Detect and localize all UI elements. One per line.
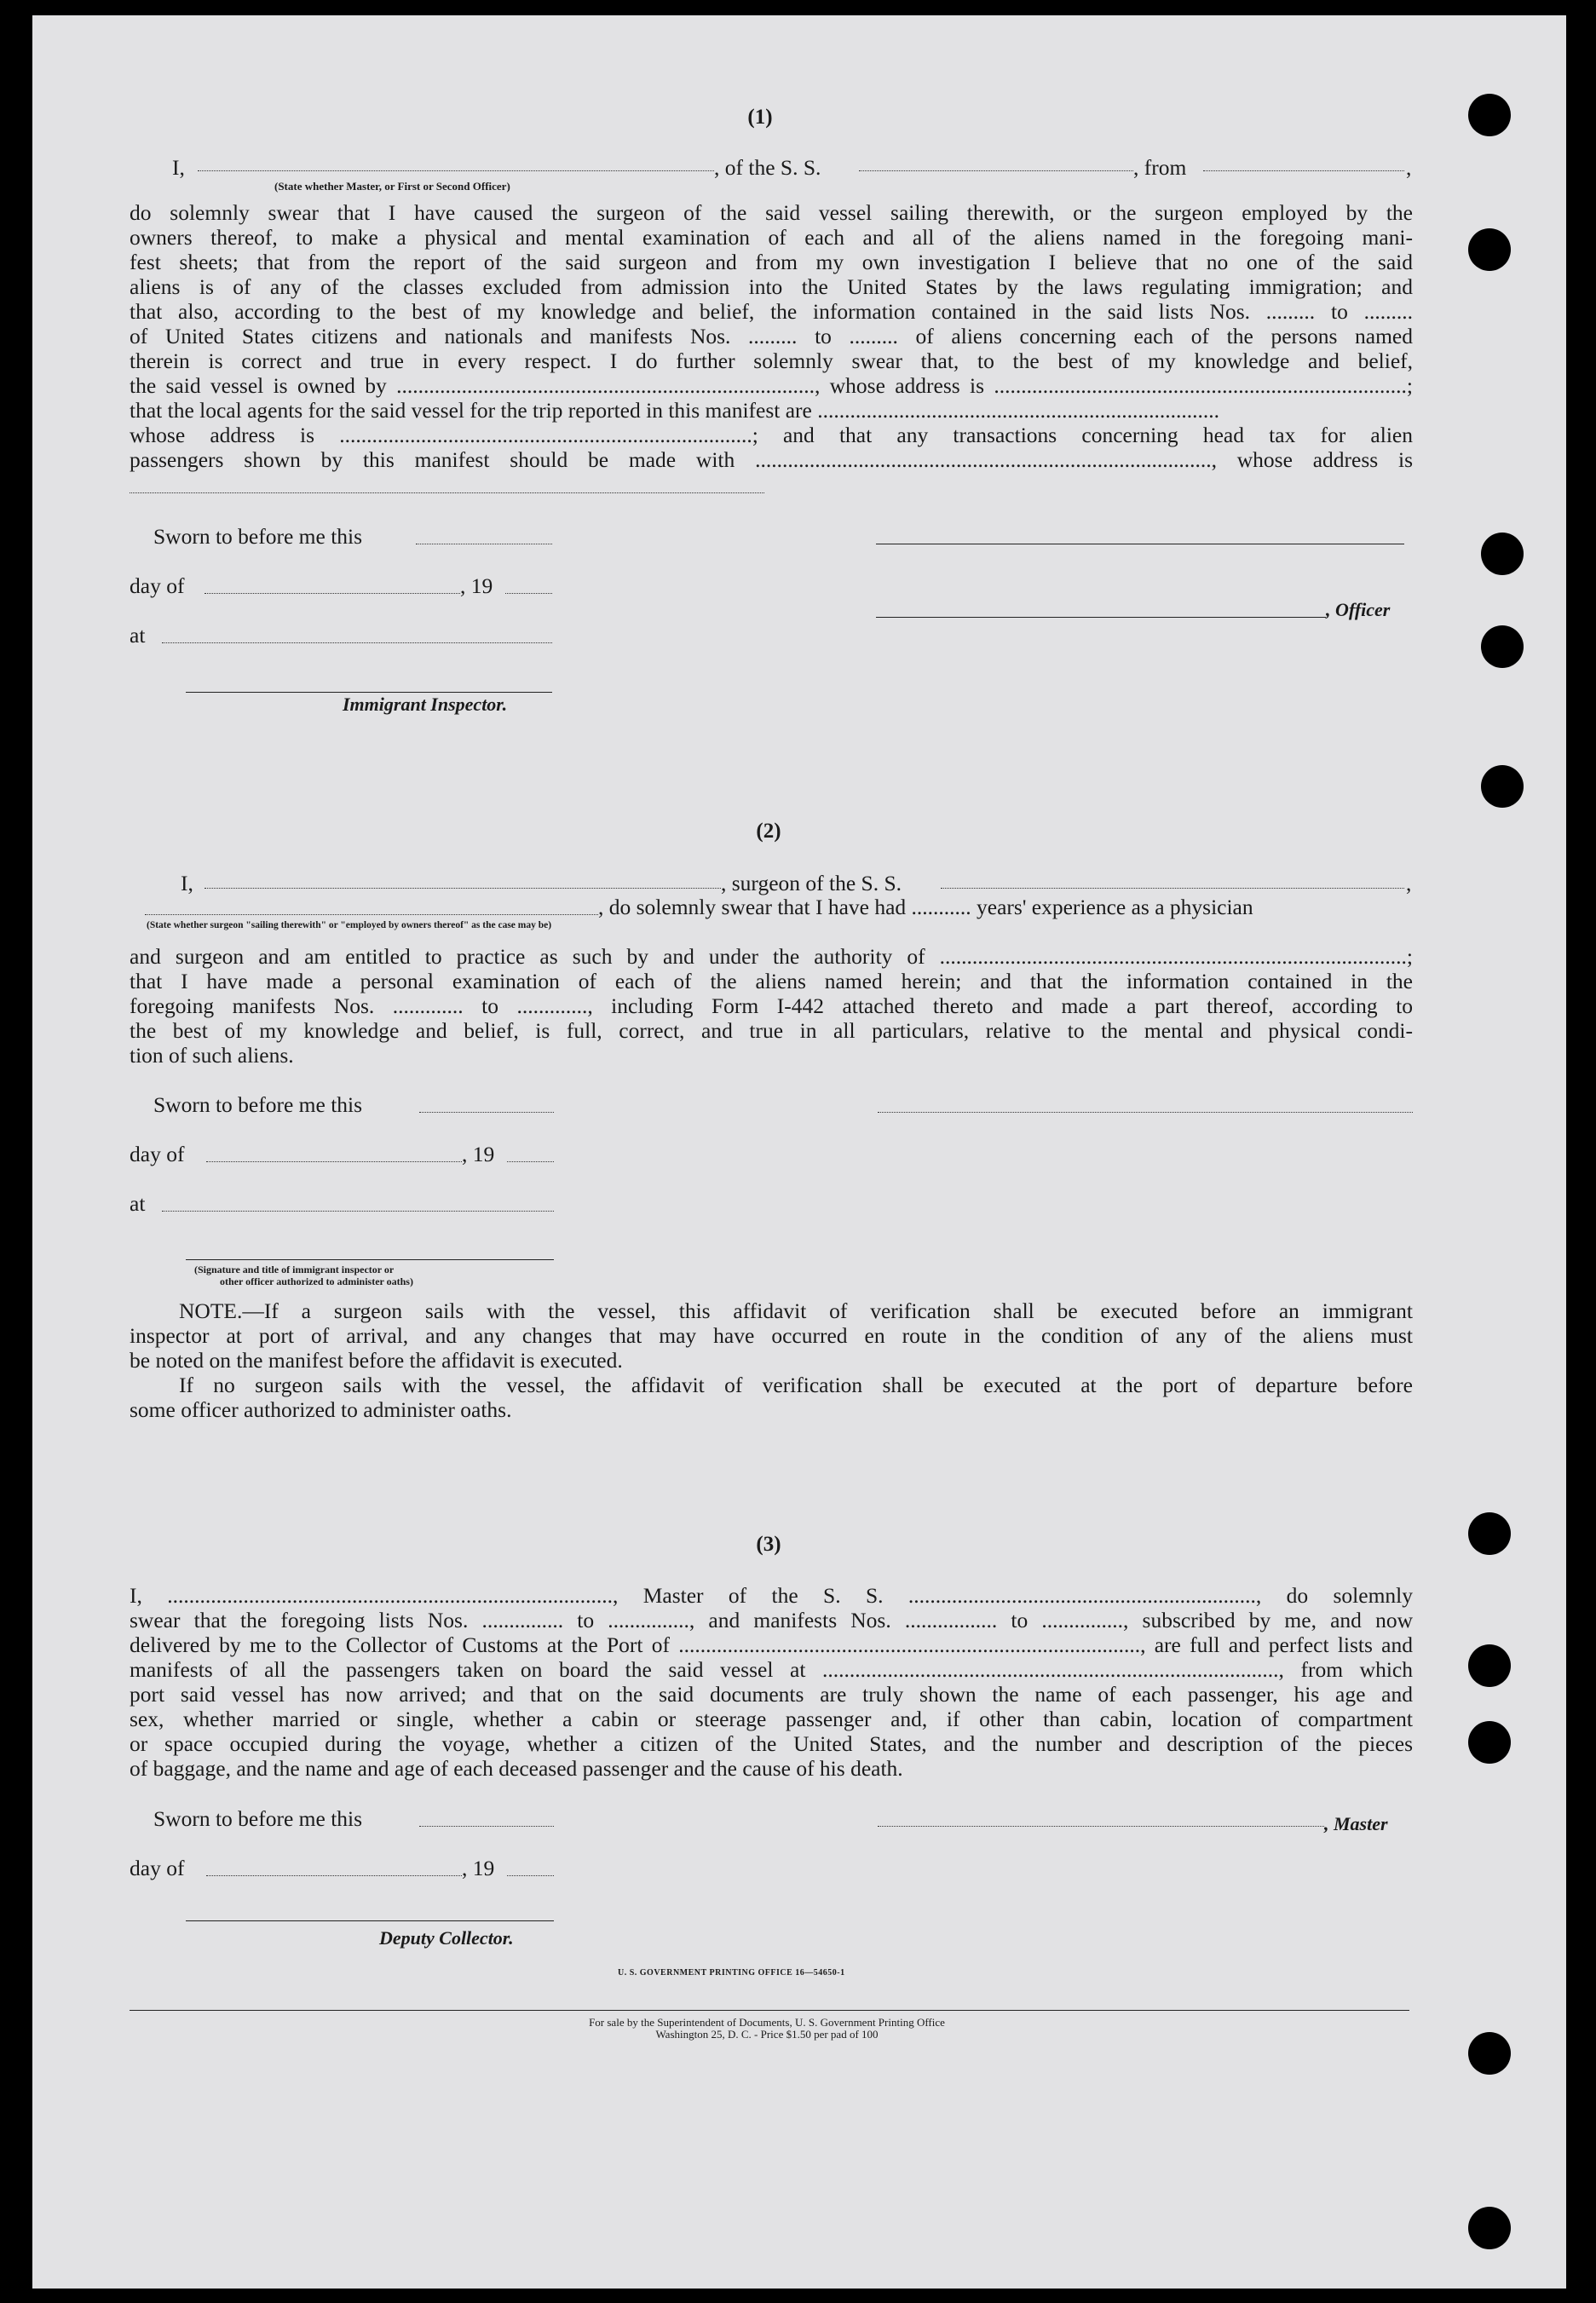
s3-sworn-label: Sworn to before me this <box>153 1806 363 1831</box>
punch-hole <box>1468 2032 1511 2075</box>
s2-surgeon-status-field[interactable] <box>145 914 598 915</box>
s1-body-line: owners thereof, to make a physical and mental examination of each and all of the aliens named in the foregoing mani- <box>130 225 1413 250</box>
s3-day-field[interactable] <box>206 1875 462 1876</box>
s2-surgeon-signature-field[interactable] <box>878 1112 1413 1113</box>
s1-ss-label: , of the S. S. <box>714 155 821 180</box>
s1-year-label: , 19 <box>460 573 493 598</box>
s1-body-line: therein is correct and true in every respect. I do further solemnly swear that, to the best of my knowledge and belief, <box>130 348 1413 373</box>
s2-body-line: tion of such aliens. <box>130 1043 294 1068</box>
s1-body-line: fest sheets; that from the report of the said surgeon and from my own investigation I believe that no one of the said <box>130 250 1413 274</box>
s3-day-label: day of <box>130 1856 185 1880</box>
s3-year-label: , 19 <box>462 1856 495 1880</box>
s1-body-line: of United States citizens and nationals and manifests Nos. ......... to ......... of aliens concerning each of the persons named <box>130 324 1413 348</box>
s2-body-line: that I have made a personal examination of each of the aliens named herein; and that the information contained in the <box>130 969 1413 993</box>
punch-hole <box>1481 765 1524 808</box>
s1-body-line: whose address is ............................................................................; and that any transactions concerning head tax for alien <box>130 423 1413 447</box>
footer-rule <box>130 2010 1409 2011</box>
s2-note-line: NOTE.—If a surgeon sails with the vessel, this affidavit of verification shall be executed before an immigrant <box>179 1298 1413 1323</box>
s3-body-line: swear that the foregoing lists Nos. ............... to ..............., and manifests Nos. ................. to ..............., subscribed by me, and now <box>130 1608 1413 1632</box>
gpo-imprint: U. S. GOVERNMENT PRINTING OFFICE 16—54650-1 <box>618 1968 845 1978</box>
s2-inspector-signature-line[interactable] <box>186 1259 554 1260</box>
footer-line: For sale by the Superintendent of Documents, U. S. Government Printing Office <box>589 2016 945 2029</box>
s3-body-line: port said vessel has now arrived; and that on the said documents are truly shown the name of each passenger, his age and <box>130 1682 1413 1707</box>
s1-inspector-signature-line[interactable] <box>186 692 552 693</box>
s1-officer-title-line[interactable] <box>876 617 1326 618</box>
s2-sworn-label: Sworn to before me this <box>153 1092 363 1117</box>
s2-note-line: inspector at port of arrival, and any changes that may have occurred en route in the condition of any of the aliens must <box>130 1323 1413 1348</box>
s1-from-field[interactable] <box>1203 170 1404 171</box>
s2-note-line: If no surgeon sails with the vessel, the affidavit of verification shall be executed at the port of departure before <box>179 1373 1413 1397</box>
s1-officer-label: , Officer <box>1326 599 1391 620</box>
punch-hole <box>1468 1644 1511 1687</box>
s3-collector-label: Deputy Collector. <box>379 1927 514 1949</box>
s2-year-field[interactable] <box>507 1161 554 1162</box>
s1-address-continuation-field[interactable] <box>130 492 764 493</box>
s1-officer-rank-field[interactable] <box>198 170 714 171</box>
s1-i-label: I, <box>172 155 185 180</box>
s2-body-line: the best of my knowledge and belief, is full, correct, and true in all particulars, relative to the mental and physical condi- <box>130 1018 1413 1043</box>
s2-ss-label: , surgeon of the S. S. <box>721 871 902 895</box>
s3-body-line: sex, whether married or single, whether a cabin or steerage passenger and, if other than cabin, location of compartment <box>130 1707 1413 1731</box>
s1-body-line: passengers shown by this manifest should be made with ...................................................................................., whose address is <box>130 447 1413 472</box>
punch-hole <box>1468 94 1511 136</box>
s1-body-line: that the local agents for the said vessel for the trip reported in this manifest are .......................................................................... <box>130 398 1219 423</box>
s2-status-note: (State whether surgeon "sailing therewith" or "employed by owners thereof" as the case may be) <box>147 920 552 930</box>
s2-i-label: I, <box>181 871 193 895</box>
s3-body-line: I, .................................................................................., Master of the S. S. ................................................................, do solemnly <box>130 1583 1413 1608</box>
section-1-number: (1) <box>747 106 773 129</box>
s1-body-line: do solemnly swear that I have caused the surgeon of the said vessel sailing therewith, or the surgeon employed by the <box>130 200 1413 225</box>
s1-day-label: day of <box>130 573 185 598</box>
s2-day-label: day of <box>130 1142 185 1166</box>
s2-year-label: , 19 <box>462 1142 495 1166</box>
section-3-number: (3) <box>756 1533 781 1556</box>
s1-rank-note: (State whether Master, or First or Second Officer) <box>274 180 510 193</box>
s3-body-line: delivered by me to the Collector of Customs at the Port of ....................................................................................., are full and perfect lists and <box>130 1632 1413 1657</box>
s3-master-signature-field[interactable] <box>878 1826 1324 1827</box>
punch-hole <box>1468 228 1511 271</box>
s1-body-line: that also, according to the best of my knowledge and belief, the information contained in the said lists Nos. ......... to ......... <box>130 299 1413 324</box>
s2-vessel-field[interactable] <box>941 888 1404 889</box>
s2-day-field[interactable] <box>206 1161 462 1162</box>
s1-at-field[interactable] <box>162 642 552 643</box>
footer-line: Washington 25, D. C. - Price $1.50 per pad of 100 <box>655 2028 879 2041</box>
s1-body-line: aliens is of any of the classes excluded from admission into the United States by the laws regulating immigration; and <box>130 274 1413 299</box>
s3-sworn-date-field[interactable] <box>419 1826 554 1827</box>
s3-collector-signature-line[interactable] <box>186 1920 554 1921</box>
s1-body-line: the said vessel is owned by ............................................................................., whose address is ............................................................................; <box>130 373 1413 398</box>
s3-body-line: or space occupied during the voyage, whether a citizen of the United States, and the number and description of the pieces <box>130 1731 1413 1756</box>
s2-body-line: and surgeon and am entitled to practice as such by and under the authority of ......................................................................................; <box>130 944 1413 969</box>
s1-day-field[interactable] <box>205 593 460 594</box>
s2-body-line: foregoing manifests Nos. ............. to ............., including Form I-442 attached thereto and made a part thereof, according to <box>130 993 1413 1018</box>
s2-surgeon-name-field[interactable] <box>205 888 721 889</box>
s3-body-line: manifests of all the passengers taken on board the said vessel at ...................................................................................., from which <box>130 1657 1413 1682</box>
s1-at-label: at <box>130 623 146 648</box>
s3-body-line: of baggage, and the name and age of each deceased passenger and the cause of his death. <box>130 1756 903 1781</box>
s2-at-label: at <box>130 1191 146 1216</box>
s1-inspector-label: Immigrant Inspector. <box>343 694 508 715</box>
s1-vessel-field[interactable] <box>859 170 1133 171</box>
punch-hole <box>1468 1512 1511 1555</box>
section-2-number: (2) <box>756 820 781 843</box>
s2-experience-line: , do solemnly swear that I have had ........... years' experience as a physician <box>598 895 1253 919</box>
s2-note-line: be noted on the manifest before the affidavit is executed. <box>130 1348 623 1373</box>
s2-signature-note-2: other officer authorized to administer oaths) <box>220 1275 413 1287</box>
s1-from-label: , from <box>1133 155 1187 180</box>
s2-note-line: some officer authorized to administer oaths. <box>130 1397 512 1422</box>
punch-hole <box>1468 2207 1511 2249</box>
s1-year-field[interactable] <box>505 593 552 594</box>
punch-hole <box>1481 625 1524 668</box>
punch-hole <box>1468 1721 1511 1764</box>
s1-sworn-label: Sworn to before me this <box>153 524 363 549</box>
s2-comma: , <box>1406 871 1412 895</box>
punch-hole <box>1481 533 1524 575</box>
s3-master-label: , Master <box>1324 1813 1388 1834</box>
s2-at-field[interactable] <box>162 1211 554 1212</box>
s3-year-field[interactable] <box>507 1875 554 1876</box>
s2-sworn-date-field[interactable] <box>419 1112 554 1113</box>
s2-signature-note-1: (Signature and title of immigrant inspector or <box>194 1264 395 1275</box>
s1-comma: , <box>1406 155 1412 180</box>
